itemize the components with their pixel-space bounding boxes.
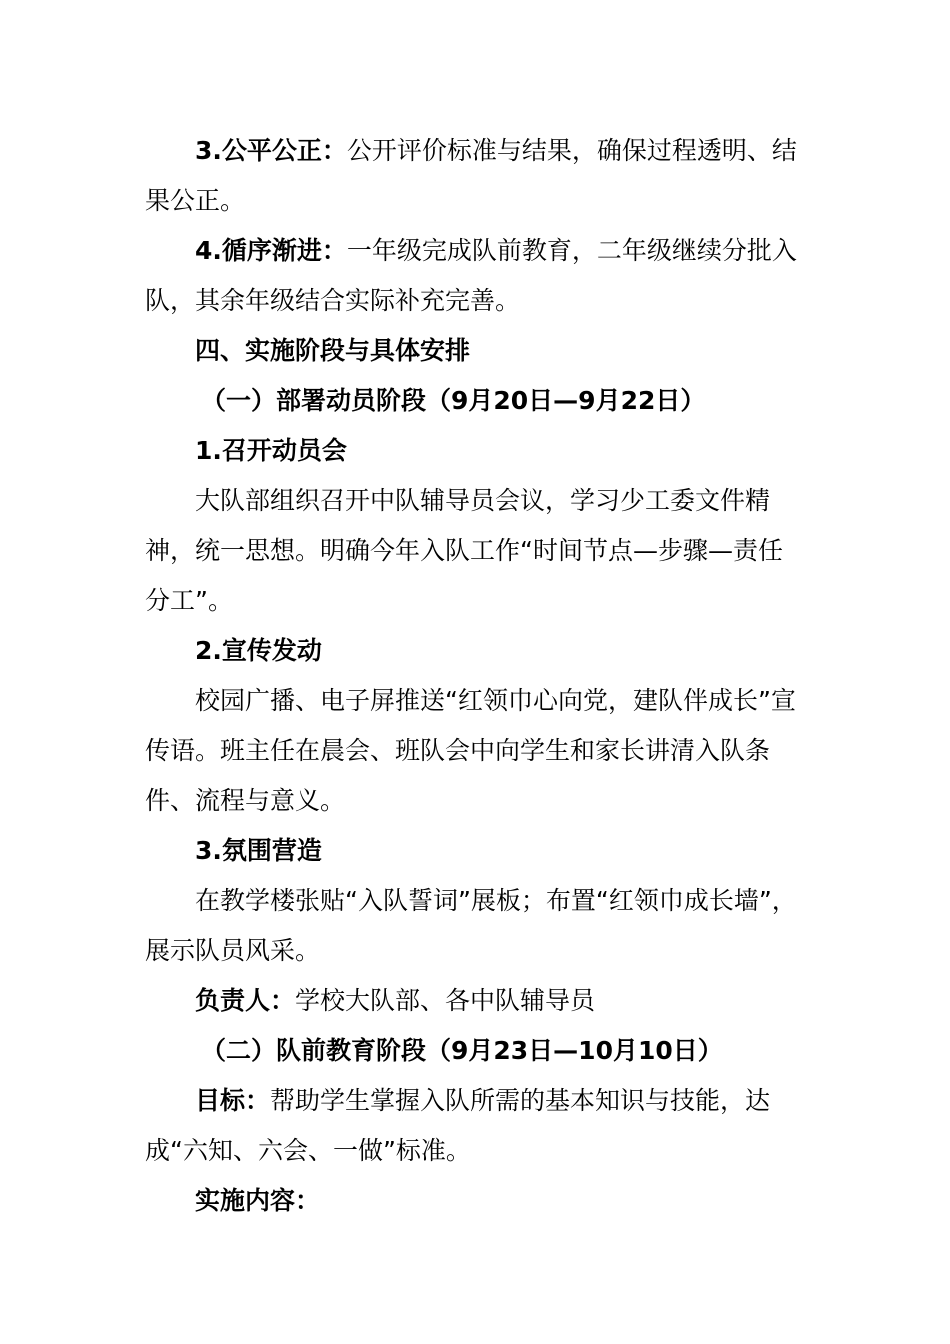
responsible-party [145,976,807,1026]
subheading-mobilization-meeting: 1.召开动员会 [195,436,347,465]
responsible-party-label: 负责人： [195,986,296,1015]
implementation-content-label: 实施内容： [195,1186,321,1215]
paragraph-atmosphere: 在教学楼张贴“入队誓词”展板；布置“红领巾成长墙”，展示队员风采。 [145,886,797,965]
goal-text: 帮助学生掌握入队所需的基本知识与技能，达成“六知、六会、一做”标准。 [145,1086,771,1165]
paragraph-mobilization-meeting: 大队部组织召开中队辅导员会议，学习少工委文件精神，统一思想。明确今年入队工作“时间节点—步骤—责任分工”。 [145,486,783,615]
principle-gradual-text: 一年级完成队前教育，二年级继续分批入队，其余年级结合实际补充完善。 [145,236,797,315]
stage-heading-pre-education: （二）队前教育阶段（9月23日—10月10日） [201,1036,723,1065]
responsible-party-text: 学校大队部、各中队辅导员 [295,986,596,1015]
section-heading-implementation: 四、实施阶段与具体安排 [195,336,471,365]
subheading-atmosphere: 3.氛围营造 [195,836,322,865]
document-body [145,126,807,1226]
paragraph-publicity: 校园广播、电子屏推送“红领巾心向党，建队伴成长”宣传语。班主任在晨会、班队会中向学生和家长讲清入队条件、流程与意义。 [145,686,796,815]
principle-gradual [145,226,807,326]
goal-label: 目标： [195,1086,271,1115]
goal-paragraph [145,1076,807,1176]
principle-fairness-text: 公开评价标准与结果，确保过程透明、结果公正。 [145,136,797,215]
subheading-publicity: 2.宣传发动 [195,636,322,665]
principle-gradual-label: 4.循序渐进： [195,236,347,265]
principle-fairness-label: 3.公平公正： [195,136,347,165]
stage-heading-mobilization: （一）部署动员阶段（9月20日—9月22日） [201,386,706,415]
principle-fairness [145,126,807,226]
